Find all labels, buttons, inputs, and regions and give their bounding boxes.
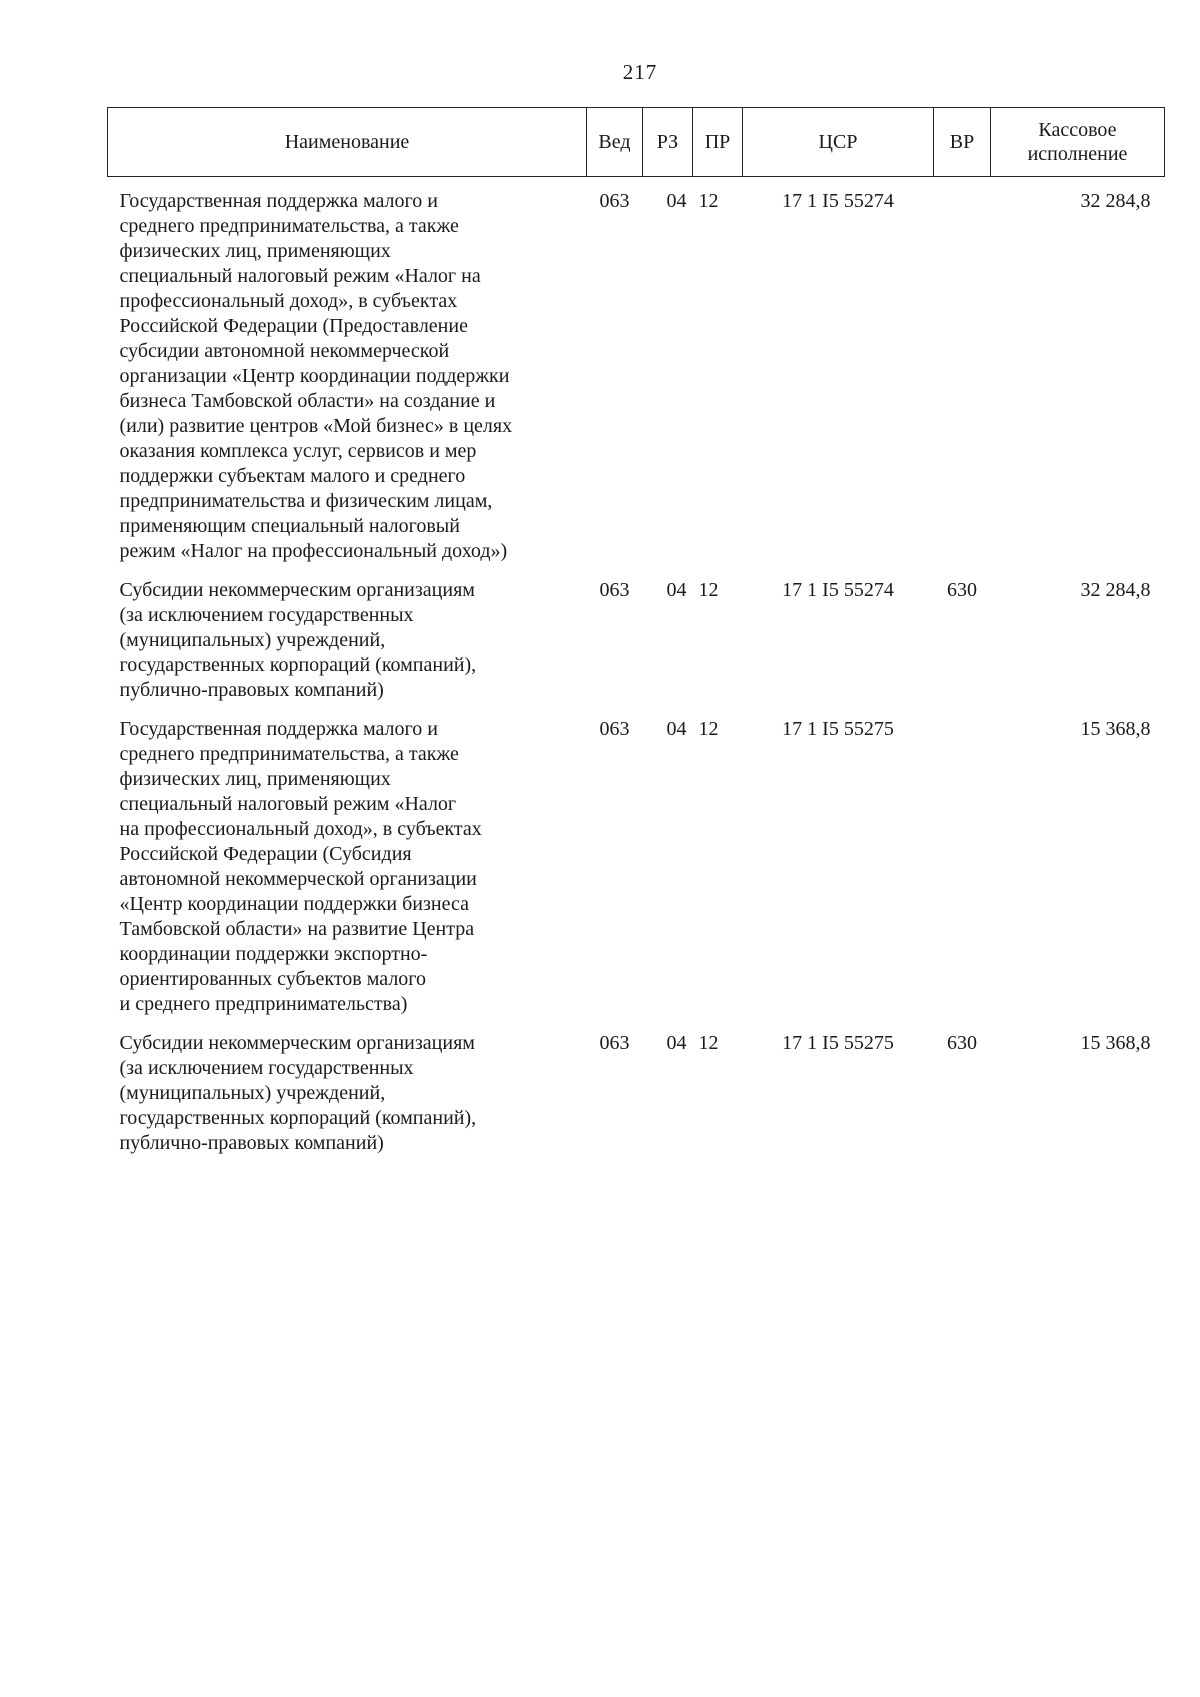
- row-ved: 063: [599, 718, 630, 740]
- row-csr: 17 1 I5 55274: [782, 579, 894, 601]
- row-pr: 12: [698, 579, 719, 601]
- row-pr: 12: [698, 190, 719, 212]
- row-rz: 04: [666, 579, 687, 601]
- row-ved: 063: [599, 1032, 630, 1054]
- row-sum: 15 368,8: [1080, 718, 1151, 740]
- table-row: [108, 566, 1165, 705]
- header-vr: ВР: [934, 108, 991, 177]
- table-row: [108, 1019, 1165, 1158]
- row-ved: 063: [599, 190, 630, 212]
- row-rz: 04: [666, 1032, 687, 1054]
- budget-table-container: [107, 107, 1164, 1158]
- row-rz: 04: [666, 190, 687, 212]
- row-rz: 04: [666, 718, 687, 740]
- row-name: Государственная поддержка малого и среднего предпринимательства, а также физических лиц, применяющих специальный налоговый режим «Налог на профессиональный доход», в субъектах Российской Федерации (Субсидия автономной некоммерческой организации «Центр координации поддержки бизнеса Тамбовской области» на развитие Центра координации поддержки экспортно- ориентированных субъектов малого и среднего предпринимательства): [119, 718, 482, 1015]
- header-sum: Кассовое исполнение: [991, 108, 1165, 177]
- row-pr: 12: [698, 1032, 719, 1054]
- row-csr: 17 1 I5 55275: [782, 1032, 894, 1054]
- row-ved: 063: [599, 579, 630, 601]
- row-vr: [934, 177, 991, 567]
- row-name: Субсидии некоммерческим организациям (за исключением государственных (муниципальных) учреждений, государственных корпораций (компаний), публично-правовых компаний): [119, 579, 477, 701]
- header-ved: Вед: [587, 108, 643, 177]
- row-sum: 32 284,8: [1080, 190, 1151, 212]
- row-name: Субсидии некоммерческим организациям (за исключением государственных (муниципальных) учреждений, государственных корпораций (компаний), публично-правовых компаний): [119, 1032, 477, 1154]
- header-name: Наименование: [108, 108, 587, 177]
- header-rz: РЗ: [643, 108, 693, 177]
- row-vr: [934, 705, 991, 1019]
- row-csr: 17 1 I5 55275: [782, 718, 894, 740]
- row-vr: 630: [947, 1032, 977, 1054]
- budget-table: [107, 107, 1165, 1158]
- page-number: 217: [622, 60, 658, 84]
- header-pr: ПР: [693, 108, 743, 177]
- table-header: [108, 108, 1165, 177]
- header-csr: ЦСР: [743, 108, 934, 177]
- table-row: [108, 177, 1165, 567]
- row-pr: 12: [698, 718, 719, 740]
- table-row: [108, 705, 1165, 1019]
- row-vr: 630: [947, 579, 977, 601]
- row-sum: 32 284,8: [1080, 579, 1151, 601]
- row-csr: 17 1 I5 55274: [782, 190, 894, 212]
- row-sum: 15 368,8: [1080, 1032, 1151, 1054]
- row-name: Государственная поддержка малого и среднего предпринимательства, а также физических лиц, применяющих специальный налоговый режим «Налог на профессиональный доход», в субъектах Российской Федерации (Предоставление субсидии автономной некоммерческой организации «Центр координации поддержки бизнеса Тамбовской области» на создание и (или) развитие центров «Мой бизнес» в целях оказания комплекса услуг, сервисов и мер поддержки субъектам малого и среднего предпринимательства и физическим лицам, применяющим специальный налоговый режим «Налог на профессиональный доход»): [119, 190, 513, 562]
- table-body: [108, 177, 1165, 1159]
